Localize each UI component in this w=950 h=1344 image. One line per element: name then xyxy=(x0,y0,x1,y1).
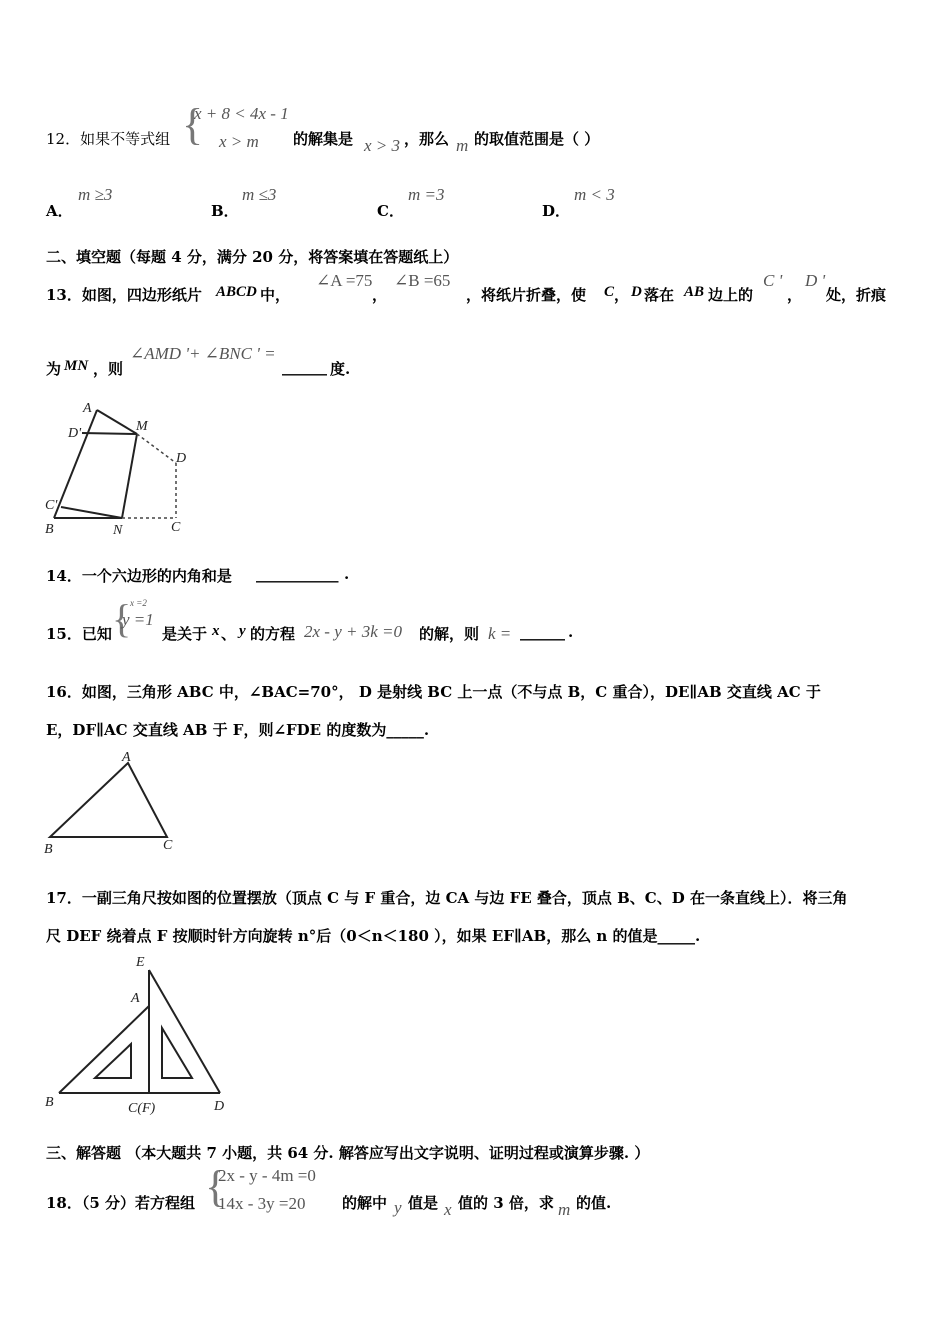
q12-inequality-1: x + 8 < 4x - 1 xyxy=(194,104,289,123)
section-3-heading: 三、解答题 （本大题共 7 小题，共 64 分. 解答应写出文字说明、证明过程或演算步骤. ） xyxy=(46,1144,650,1162)
q15-brace: { xyxy=(112,596,132,641)
q13-ab: AB xyxy=(684,284,705,300)
q13-text-6: 处，折痕 xyxy=(826,286,887,304)
q15-y: y xyxy=(239,623,246,639)
q13-d: D xyxy=(631,284,642,300)
q12-option-b-label: B． xyxy=(211,202,239,220)
q13-degree: 度. xyxy=(330,360,351,378)
q13-text-3: ，将纸片折叠，使 xyxy=(466,286,587,304)
q14-end: . xyxy=(344,565,350,583)
q18-equation-2: 14x - 3y =20 xyxy=(218,1194,306,1213)
q13-fig-label-a: A xyxy=(83,401,92,416)
q13-angle-b: ∠B =65 xyxy=(394,271,451,290)
q18-x: x xyxy=(444,1200,452,1219)
q12-number: 12．如果不等式组 xyxy=(46,130,171,148)
q12-option-d-label: D． xyxy=(542,202,571,220)
q13-figure xyxy=(40,394,200,539)
q13-expression: ∠AMD '+ ∠BNC ' = xyxy=(130,344,276,363)
q15-x: x xyxy=(212,623,220,639)
q12-inequality-2: x > m xyxy=(219,132,259,151)
q17-line-2: 尺 DEF 绕着点 F 按顺时针方向旋转 n°后（0＜n＜180 ），如果 EF∥AB，那么 n 的值是_____. xyxy=(46,927,701,945)
q17-fig-label-e: E xyxy=(136,955,145,970)
q13-c: C xyxy=(604,284,615,300)
q13-angle-a: ∠A =75 xyxy=(316,271,373,290)
q13-fig-label-d: D xyxy=(176,451,187,466)
q15-text-2: 是关于 xyxy=(162,625,208,643)
q12-text-3: 的取值范围是（ ） xyxy=(474,130,600,148)
q15-blank: ______ xyxy=(520,623,565,641)
q12-option-d: m < 3 xyxy=(574,185,615,204)
q18-m: m xyxy=(558,1200,571,1219)
q12-m: m xyxy=(456,136,469,155)
q17-line-1: 17．一副三角尺按如图的位置摆放（顶点 C 与 F 重合，边 CA 与边 FE 叠合，顶点 B、C、D 在一条直线上）．将三角 xyxy=(46,889,848,907)
q18-text-1: 18．（5 分）若方程组 xyxy=(46,1194,196,1212)
q13-abcd: ABCD xyxy=(216,284,257,300)
q17-fig-label-a: A xyxy=(131,991,140,1006)
q16-line-2: E，DF∥AC 交直线 AB 于 F，则∠FDE 的度数为_____. xyxy=(46,721,430,739)
q14-blank: ___________ xyxy=(256,565,339,583)
q12-solution: x > 3 xyxy=(364,136,401,155)
q13-fig-label-d-prime: D' xyxy=(68,426,82,441)
q15-system-y: y =1 xyxy=(122,610,154,629)
q13-c-prime: C ' xyxy=(763,271,783,290)
q13-text-1: 13．如图，四边形纸片 xyxy=(46,286,202,304)
q18-text-2: 的解中 xyxy=(342,1194,388,1212)
q18-brace: { xyxy=(205,1162,227,1211)
q15-text-1: 15．已知 xyxy=(46,625,112,643)
q13-fig-label-n: N xyxy=(113,523,123,538)
q12-brace: { xyxy=(182,100,204,149)
q18-text-4: 值的 3 倍，求 xyxy=(458,1194,554,1212)
q13-text-2: 中， xyxy=(260,286,291,304)
q18-text-3: 值是 xyxy=(408,1194,439,1212)
q12-option-c-label: C． xyxy=(377,202,404,220)
q16-fig-label-c: C xyxy=(163,838,173,853)
q18-equation-1: 2x - y - 4m =0 xyxy=(218,1166,316,1185)
q13-comma: ， xyxy=(614,286,630,304)
q17-fig-label-b: B xyxy=(45,1095,54,1110)
q17-fig-label-cf: C(F) xyxy=(128,1101,156,1116)
q12-text-1: 的解集是 xyxy=(293,130,354,148)
q16-fig-label-b: B xyxy=(44,842,53,857)
q13-line2-a: 为 xyxy=(46,360,62,378)
q13-line2-b: ，则 xyxy=(93,360,124,378)
q13-sep-2: ， xyxy=(787,286,803,304)
q16-figure xyxy=(40,745,190,857)
q16-fig-label-a: A xyxy=(122,750,131,765)
q13-fig-label-c: C xyxy=(171,520,181,535)
q18-text-5: 的值. xyxy=(576,1194,612,1212)
q14-text: 14．一个六边形的内角和是 xyxy=(46,567,232,585)
q12-option-a-label: A． xyxy=(46,202,73,220)
q12-text-2: ，那么 xyxy=(404,130,450,148)
q13-text-5: 边上的 xyxy=(708,286,754,304)
q12-option-c: m =3 xyxy=(408,185,445,204)
q16-line-1: 16．如图，三角形 ABC 中，∠BAC=70°， D 是射线 BC 上一点（不与点 B，C 重合），DE∥AB 交直线 AC 于 xyxy=(46,683,821,701)
q13-text-4: 落在 xyxy=(644,286,675,304)
q18-y: y xyxy=(394,1198,402,1217)
q17-fig-label-d: D xyxy=(214,1099,225,1114)
q13-blank: ______ xyxy=(282,358,327,376)
q13-sep-1: ， xyxy=(372,286,388,304)
q13-d-prime: D ' xyxy=(805,271,826,290)
q15-k: k = xyxy=(488,624,512,643)
q15-equation: 2x - y + 3k =0 xyxy=(304,622,402,641)
q13-fig-label-b: B xyxy=(45,522,54,537)
q15-system-x: x =2 xyxy=(130,598,147,608)
q15-text-4: 的解，则 xyxy=(419,625,480,643)
q12-option-a: m ≥3 xyxy=(78,185,113,204)
q13-fig-label-m: M xyxy=(136,419,148,434)
q13-mn: MN xyxy=(64,358,89,374)
q15-sep: 、 xyxy=(221,625,237,643)
section-2-heading: 二、填空题（每题 4 分，满分 20 分，将答案填在答题纸上） xyxy=(46,248,459,266)
q17-figure xyxy=(40,950,240,1118)
q15-text-3: 的方程 xyxy=(250,625,296,643)
q15-end: . xyxy=(568,623,574,641)
q12-option-b: m ≤3 xyxy=(242,185,277,204)
q13-fig-label-c-prime: C' xyxy=(45,498,58,513)
